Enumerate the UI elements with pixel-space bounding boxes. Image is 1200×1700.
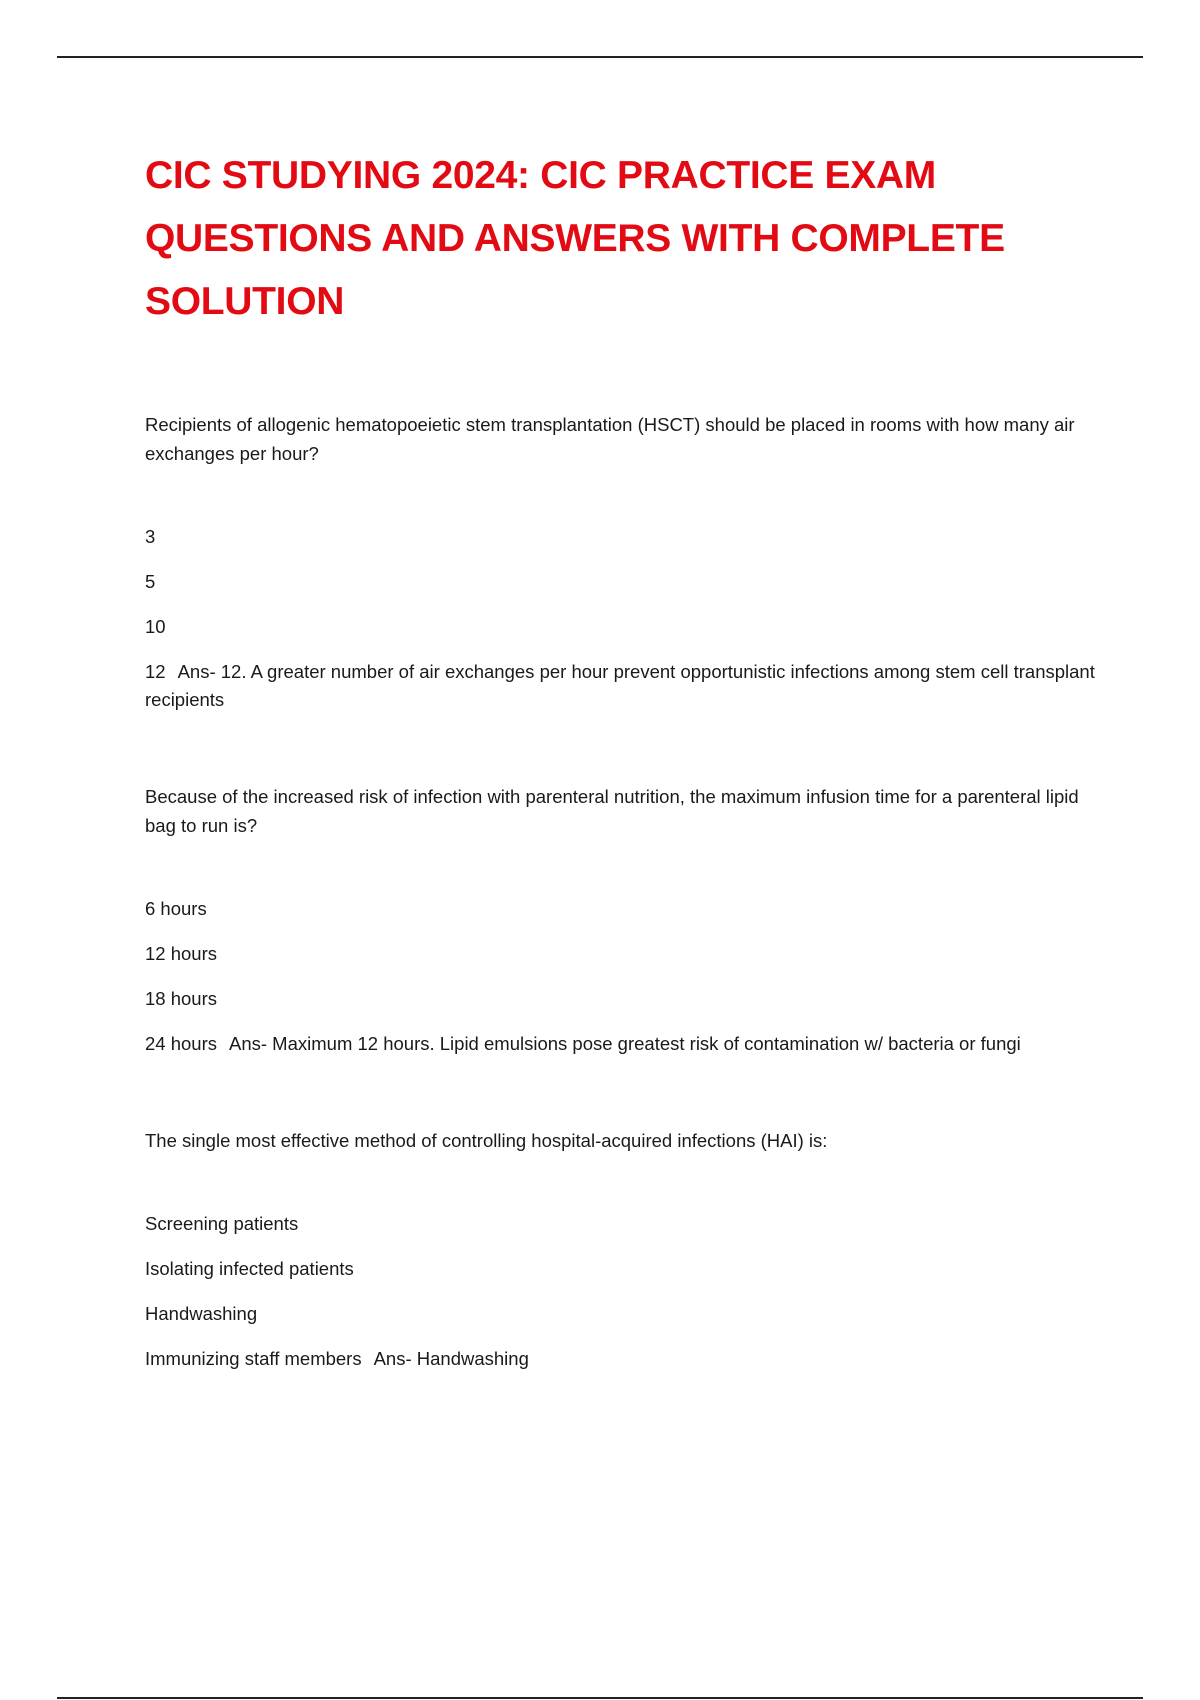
answer-text: Ans- Handwashing xyxy=(373,1348,529,1369)
option-text: Handwashing xyxy=(145,1303,258,1324)
option-text: 3 xyxy=(145,526,156,547)
header-rule xyxy=(57,56,1143,58)
question-block xyxy=(145,410,1095,714)
option-text: 24 hours xyxy=(145,1033,217,1054)
option-item xyxy=(145,1300,1095,1328)
option-item xyxy=(145,1210,1095,1238)
question-block xyxy=(145,782,1095,1058)
option-item xyxy=(145,568,1095,596)
question-text: Recipients of allogenic hematopoeietic stem transplantation (HSCT) should be placed in rooms with how many air exchanges per hour? xyxy=(145,414,1075,464)
question-block xyxy=(145,1126,1095,1373)
option-text: 5 xyxy=(145,571,156,592)
footer-rule xyxy=(57,1697,1143,1699)
document-title: CIC STUDYING 2024: CIC PRACTICE EXAM QUESTIONS AND ANSWERS WITH COMPLETE SOLUTION xyxy=(145,154,1005,323)
option-text: Isolating infected patients xyxy=(145,1258,354,1279)
answer-text: Ans- 12. A greater number of air exchanges per hour prevent opportunistic infections among stem cell transplant recipients xyxy=(145,661,1095,710)
option-item xyxy=(145,613,1095,641)
option-item-with-answer xyxy=(145,1345,1095,1373)
option-item xyxy=(145,940,1095,968)
answer-options xyxy=(145,895,1095,1058)
document-body xyxy=(145,144,1095,1373)
answer-options xyxy=(145,1210,1095,1373)
question-text: The single most effective method of controlling hospital-acquired infections (HAI) is: xyxy=(145,1130,828,1151)
option-item xyxy=(145,895,1095,923)
option-item-with-answer xyxy=(145,658,1095,714)
option-text: Screening patients xyxy=(145,1213,299,1234)
option-text: 10 xyxy=(145,616,166,637)
answer-text: Ans- Maximum 12 hours. Lipid emulsions pose greatest risk of contamination w/ bacteria or fungi xyxy=(229,1033,1021,1054)
option-text: 6 hours xyxy=(145,898,207,919)
option-text: Immunizing staff members xyxy=(145,1348,362,1369)
question-text: Because of the increased risk of infection with parenteral nutrition, the maximum infusion time for a parenteral lipid bag to run is? xyxy=(145,786,1079,836)
option-item xyxy=(145,1255,1095,1283)
option-item xyxy=(145,523,1095,551)
option-item-with-answer xyxy=(145,1030,1095,1058)
option-text: 12 hours xyxy=(145,943,217,964)
option-item xyxy=(145,985,1095,1013)
option-text: 12 xyxy=(145,661,166,682)
answer-options xyxy=(145,523,1095,714)
option-text: 18 hours xyxy=(145,988,217,1009)
